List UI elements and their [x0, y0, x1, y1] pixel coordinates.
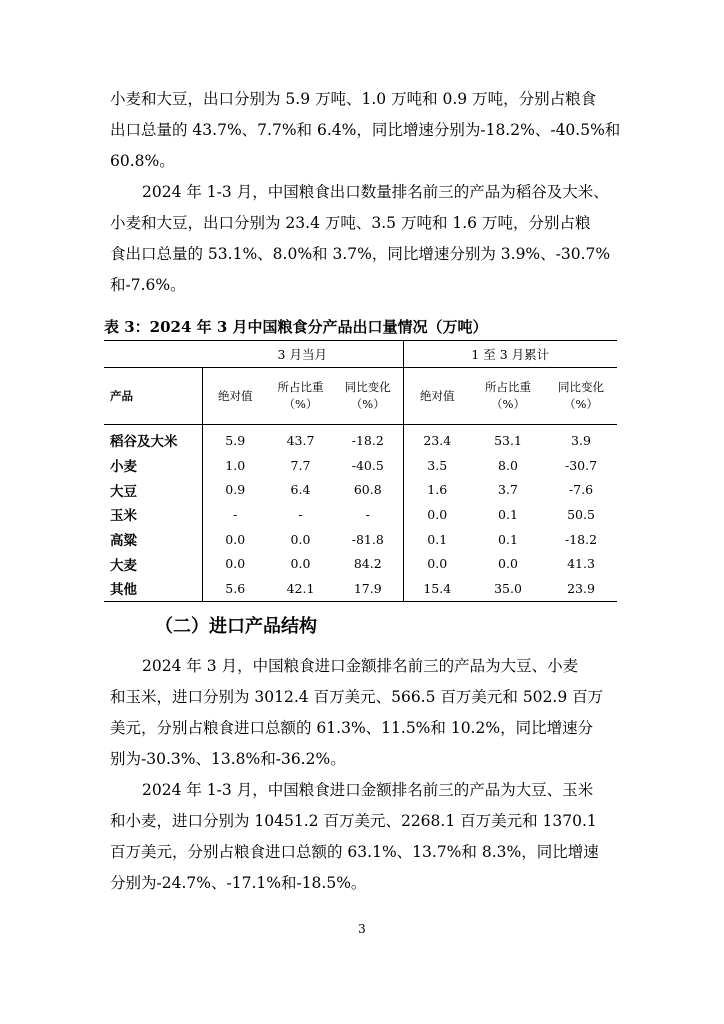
cell-share-march: 0.0 — [290, 556, 311, 572]
header-group-march: 3 月当月 — [202, 341, 403, 368]
header-yoy-label: 同比变化 — [558, 380, 604, 394]
cell-abs-march: 5.9 — [202, 425, 268, 453]
table-caption: 表 3：2024 年 3 月中国粮食分产品出口量情况（万吨） — [104, 318, 488, 336]
header-product: 产品 — [104, 368, 202, 425]
cell-yoy-march: -18.2 — [351, 432, 384, 448]
table-row — [104, 453, 617, 478]
text-line: 2024 年 1-3 月，中国粮食进口金额排名前三的产品为大豆、玉米 — [142, 781, 594, 799]
cell-yoy-march: 17.9 — [333, 576, 403, 601]
table-row — [104, 551, 617, 576]
text-line: 2024 年 1-3 月，中国粮食出口数量排名前三的产品为稻谷及大米、 — [142, 183, 609, 201]
text-line: 小麦和大豆，出口分别为 23.4 万吨、3.5 万吨和 1.6 万吨，分别占粮 — [110, 214, 591, 232]
table-row — [104, 527, 617, 552]
text-line: 分别为-24.7%、-17.1%和-18.5%。 — [110, 874, 367, 892]
cell-share-march: - — [298, 506, 303, 522]
text-line: 和玉米，进口分别为 3012.4 百万美元、566.5 百万美元和 502.9 百万 — [110, 688, 604, 706]
cell-share-march: 43.7 — [286, 432, 315, 448]
cell-yoy-cumulative: 3.9 — [571, 432, 591, 448]
paragraph-import-march — [110, 651, 615, 775]
paragraph-export-q1 — [110, 177, 615, 301]
text-line: 别为-30.3%、13.8%和-36.2%。 — [110, 750, 346, 768]
cell-share-cumulative: 3.7 — [498, 482, 518, 498]
cell-share-cumulative: 53.1 — [494, 432, 522, 448]
header-share-label: 所占比重 — [485, 380, 531, 394]
cell-yoy-march: 60.8 — [353, 482, 382, 498]
text-line: 食出口总量的 53.1%、8.0%和 3.7%，同比增速分别为 3.9%、-30.7% — [110, 245, 611, 263]
paragraph-export-march-end — [110, 84, 621, 177]
cell-share-march: 0.0 — [290, 531, 311, 547]
cell-abs-march: 1.0 — [202, 453, 268, 478]
header-abs-march: 绝对值 — [202, 368, 268, 425]
header-share-label: 所占比重 — [277, 380, 324, 394]
product-name: 玉米 — [110, 508, 137, 525]
text-line: 百万美元，分别占粮食进口总额的 63.1%、13.7%和 8.3%，同比增速 — [110, 843, 599, 861]
table-column-header — [104, 368, 617, 425]
empty-header-cell — [104, 341, 202, 368]
header-share-march — [268, 368, 333, 425]
cell-share-march: 42.1 — [268, 576, 333, 601]
cell-yoy-march: - — [365, 506, 370, 522]
cell-yoy-march: -40.5 — [351, 457, 384, 473]
cell-abs-march: - — [202, 502, 268, 527]
text-line: 和小麦，进口分别为 10451.2 百万美元、2268.1 百万美元和 1370.1 — [110, 812, 597, 830]
text-line: 出口总量的 43.7%、7.7%和 6.4%，同比增速分别为-18.2%、-40.5%和 — [110, 121, 621, 139]
table-group-header — [104, 341, 617, 368]
cell-abs-march: 0.0 — [202, 551, 268, 576]
cell-share-march: 6.4 — [290, 482, 311, 498]
product-name: 大豆 — [110, 483, 137, 500]
header-yoy-unit: （%） — [564, 397, 598, 411]
cell-yoy-cumulative: -7.6 — [568, 482, 594, 498]
product-name: 稻谷及大米 — [110, 434, 178, 451]
cell-abs-cumulative: 3.5 — [403, 453, 471, 478]
header-group-cumulative: 1 至 3 月累计 — [403, 341, 617, 368]
text-line: 60.8%。 — [110, 152, 175, 170]
table-row — [104, 477, 617, 502]
cell-abs-cumulative: 0.0 — [403, 551, 471, 576]
cell-yoy-march: 84.2 — [353, 556, 382, 572]
cell-share-cumulative: 0.1 — [498, 506, 518, 522]
table-row — [104, 502, 617, 527]
text-line: 美元，分别占粮食进口总额的 61.3%、11.5%和 10.2%，同比增速分 — [110, 719, 594, 737]
text-line: 和-7.6%。 — [110, 276, 186, 294]
cell-abs-cumulative: 0.0 — [403, 502, 471, 527]
header-share-unit: （%） — [283, 397, 318, 411]
section-title: （二）进口产品结构 — [155, 616, 317, 637]
cell-abs-march: 5.6 — [202, 576, 268, 601]
header-share-cumulative — [471, 368, 545, 425]
product-name: 大麦 — [110, 557, 137, 574]
table-row — [104, 576, 617, 601]
cell-abs-march: 0.9 — [202, 477, 268, 502]
header-yoy-march — [333, 368, 403, 425]
text-line: 2024 年 3 月，中国粮食进口金额排名前三的产品为大豆、小麦 — [142, 657, 579, 675]
cell-yoy-cumulative: 23.9 — [545, 576, 617, 601]
cell-share-cumulative: 0.0 — [498, 556, 518, 572]
page-number: 3 — [358, 922, 366, 936]
cell-yoy-march: -81.8 — [351, 531, 384, 547]
cell-share-cumulative: 35.0 — [471, 576, 545, 601]
export-table — [104, 340, 617, 602]
product-name: 其他 — [104, 576, 202, 601]
product-name: 高粱 — [110, 533, 137, 550]
table-row — [104, 425, 617, 453]
cell-abs-cumulative: 23.4 — [403, 425, 471, 453]
cell-yoy-cumulative: 41.3 — [567, 556, 595, 572]
cell-abs-cumulative: 15.4 — [403, 576, 471, 601]
cell-yoy-cumulative: 50.5 — [567, 506, 595, 522]
header-share-unit: （%） — [491, 397, 525, 411]
cell-abs-cumulative: 0.1 — [403, 527, 471, 552]
product-name: 小麦 — [110, 459, 137, 476]
header-yoy-unit: （%） — [350, 397, 385, 411]
cell-share-cumulative: 8.0 — [498, 457, 518, 473]
text-line: 小麦和大豆，出口分别为 5.9 万吨、1.0 万吨和 0.9 万吨，分别占粮食 — [110, 90, 597, 108]
header-yoy-cumulative — [545, 368, 617, 425]
cell-abs-cumulative: 1.6 — [403, 477, 471, 502]
header-yoy-label: 同比变化 — [344, 380, 391, 394]
cell-yoy-cumulative: -18.2 — [564, 531, 598, 547]
paragraph-import-q1 — [110, 775, 615, 899]
cell-abs-march: 0.0 — [202, 527, 268, 552]
header-abs-cumulative: 绝对值 — [403, 368, 471, 425]
cell-share-cumulative: 0.1 — [498, 531, 518, 547]
cell-share-march: 7.7 — [290, 457, 311, 473]
cell-yoy-cumulative: -30.7 — [564, 457, 598, 473]
